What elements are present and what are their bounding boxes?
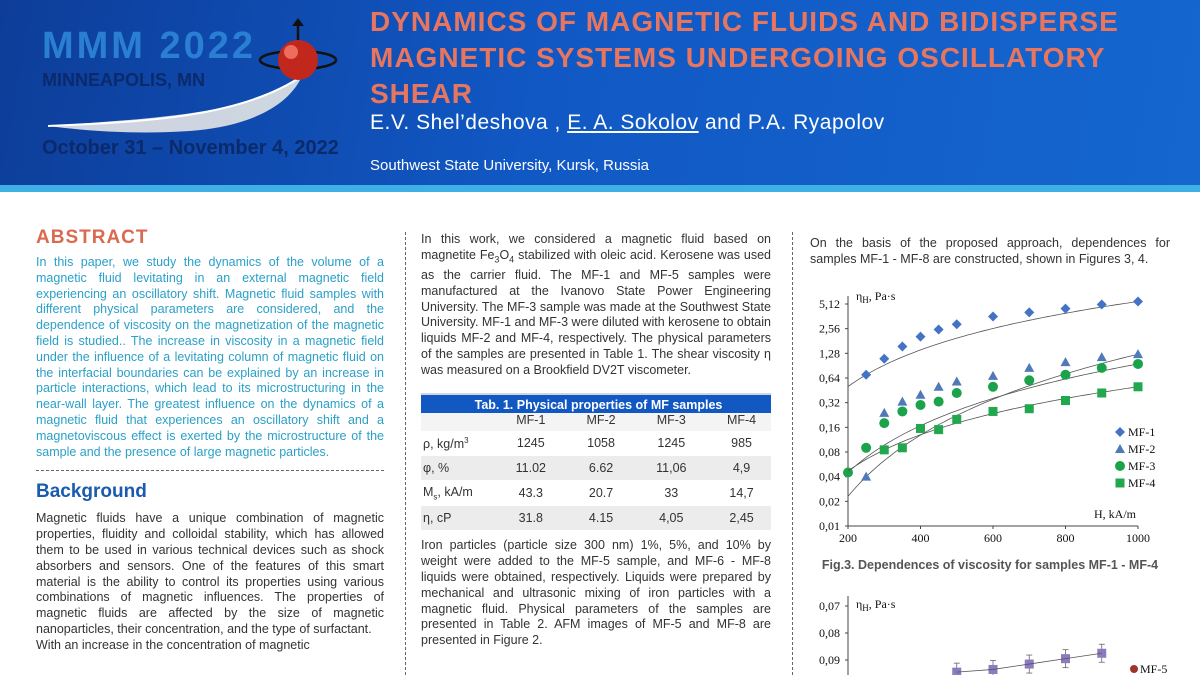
y-tick-label: 0,09 [819,653,840,667]
legend-label: MF-3 [1128,459,1156,473]
iron-particles-paragraph: Iron particles (particle size 300 nm) 1%, 5%, and 10% by weight were added to the MF-5 sample, and MF-6 - MF-8 liquids were obtained, respectively. Liquids were prepared by mechanical and ultrasonic mixing of iron particles with a magnetic fluid. Physical parameters of the samples are presented in Table 2. AFM images of MF-5 and MF-8 are presented in Figure 2. [421,538,771,648]
table-header: MF-2 [567,413,636,431]
data-point [989,407,998,416]
author-1: E.V. Shel’deshova , [370,111,561,134]
y-tick-label: 2,56 [819,321,840,336]
table-row [421,506,771,530]
data-point [1024,307,1034,317]
table-row [421,431,771,456]
table-header: MF-3 [635,413,707,431]
table-cell: 43.3 [518,486,543,501]
data-point [934,325,944,335]
data-point [861,370,871,380]
table-cell: 20.7 [588,486,614,501]
data-point [1025,404,1034,413]
table-cell: 14,7 [729,486,754,501]
y-tick-label: 0,16 [819,420,840,435]
poster-title: DYNAMICS OF MAGNETIC FLUIDS AND BIDISPERSE MAGNETIC SYSTEMS UNDERGOING OSCILLATORY SHEAR [370,6,1119,109]
data-point [916,332,926,342]
data-point [1061,357,1071,366]
row-label: η, cP [421,506,495,530]
legend-marker [1115,444,1125,453]
methods-paragraph: In this work, we considered a magnetic fluid based on magnetite $Fe_3O_4$ stabilized with oleic acid. Kerosene was used as the carrier fluid. The MF-1 and MF-5 samples were manufactured at the Ivanovo State Power Engineering University. The MF-3 sample was made at the Southwest State University. MF-1 and MF-3 were diluted with kerosene to obtain liquids MF-2 and MF-4, respectively. The physical parameters of the samples are presented in Table 1. The shear viscosity η was measured on a Brookfield DV2T viscometer. [421,232,771,377]
row-label: φ, % [421,456,495,480]
table-cell: 4.15 [567,506,636,530]
data-point [880,445,889,454]
data-point [861,443,871,453]
data-point [1133,349,1143,358]
data-point [1061,304,1071,314]
header-stripe [0,185,1200,192]
table-caption: Tab. 1. Physical properties of MF samples [421,393,771,413]
poster-header [0,0,1200,192]
row-label: ρ, $kg/m^3$ [423,435,469,451]
table-header: MF-1 [495,413,567,431]
legend-label: MF-5 [1140,662,1168,675]
conference-city: MINNEAPOLIS, MN [42,70,206,90]
data-point [1097,352,1107,361]
table-header-row [421,413,771,431]
legend-marker [1115,461,1125,471]
data-point [879,408,889,417]
legend-marker [1116,479,1125,488]
data-point [952,377,962,386]
column-left [36,210,384,675]
data-point [1133,296,1143,306]
figure-3-caption: Fig.3. Dependences of viscosity for samples MF-1 - MF-4 [821,558,1159,572]
data-point [952,415,961,424]
data-point [1134,382,1143,391]
data-point [1061,396,1070,405]
y-tick-label: 0,32 [819,395,840,410]
legend-label: MF-1 [1128,425,1156,439]
table-cell: 2,45 [707,506,771,530]
author-3: and P.A. Ryapolov [704,111,885,134]
y-tick-label: 5,12 [819,297,840,311]
data-point [988,312,998,322]
table-header: MF-4 [707,413,771,431]
x-tick-label: 1000 [1126,531,1150,545]
data-point [916,400,926,410]
y-tick-label: 1,28 [819,346,840,361]
x-tick-label: 400 [911,531,930,545]
table-cell: 11,06 [635,456,707,480]
background-heading: Background [36,481,147,503]
table-cell: 11.02 [495,456,567,480]
y-tick-label: 0,08 [819,445,840,459]
background-text: Magnetic fluids have a unique combination of magnetic properties, fluidity and colloidal stability, which has allowed them to be used in various technical devices such as shock absorbers and sensors. One of the features of this smart material is the ability to control its properties using various combinations of magnetic influences. The properties of magnetic fluids are affected by the size of magnetic nanoparticles, their concentration, and the type of surfactant. [36,511,384,636]
viscosity-chart-mf5 [808,592,1178,675]
data-point [952,319,962,329]
x-tick-label: 600 [984,531,1002,545]
table-row [421,456,771,480]
x-axis-label: H, kA/m [1094,507,1136,521]
column-divider [792,232,793,675]
conference-name: MMM 2022 [42,25,257,67]
table-cell: 33 [664,486,679,501]
y-tick-label: 0,07 [819,599,840,613]
table-cell: 4,9 [707,456,771,480]
data-point [916,424,925,433]
table-cell: 985 [731,436,752,451]
table-cell: 1245 [657,436,686,451]
abstract-heading: ABSTRACT [36,227,149,248]
data-point [934,425,943,434]
data-point [897,397,907,406]
data-point [1133,359,1143,369]
y-axis-label: $\eta_H$, Pa·s [856,289,896,305]
data-point [898,443,907,452]
viscosity-chart-mf1-mf4 [808,282,1178,554]
x-tick-label: 800 [1056,531,1075,545]
column-middle [421,210,771,675]
data-point [1061,370,1071,380]
data-point [934,382,944,391]
y-axis-label: $\eta_H$, Pa·s [856,597,896,613]
section-divider [36,470,384,471]
data-point [1097,388,1106,397]
data-point [916,390,926,399]
y-tick-label: 0,08 [819,626,840,640]
table-cell: 1245 [516,436,545,451]
data-point [1097,363,1107,373]
y-tick-label: 0,04 [819,469,840,484]
data-point [952,388,962,398]
y-tick-label: 0,64 [819,371,840,385]
data-point [897,342,907,352]
legend-marker [1115,427,1125,437]
data-point [1024,363,1034,372]
authors [370,111,885,135]
data-point [952,668,961,675]
table-cell: 4,05 [635,506,707,530]
affiliation: Southwest State University, Kursk, Russia [370,157,649,174]
y-tick-label: 0,02 [819,494,840,509]
row-label: $M_s$, kA/m [423,484,473,502]
trend-line [848,364,1138,473]
x-tick-label: 200 [839,531,857,545]
author-2-presenter: E. A. Sokolov [567,111,699,134]
legend-label: MF-4 [1128,476,1156,490]
abstract-text: In this paper, we study the dynamics of the volume of a magnetic fluid levitating in an external magnetic field experiencing an oscillatory shift. Magnetic fluid samples with different physical parameters are considered, and the dependence of viscosity on the magnetization of the magnetic field is studied.. The increase in viscosity in a magnetic field under the influence of a levitating column of magnetic fluid on the interfacial boundaries can be explained by an increase in particle interactions, which lead to its microstructuring in the near-wall layer. The greatest influence on the dynamics of a magnetic fluid that experiences an oscillatory shift and a magnetoviscous effect is exerted by the microstructure of the sample and the presence of large magnetic particles. [36,255,384,459]
table-cell: 31.8 [495,506,567,530]
table-row [421,480,771,507]
data-point [1097,299,1107,309]
background-text-continued: With an increase in the concentration of magnetic [36,637,310,652]
data-point [988,371,998,380]
table-cell: 6.62 [567,456,636,480]
data-point [988,382,998,392]
conference-dates: October 31 – November 4, 2022 [42,137,339,159]
results-intro: On the basis of the proposed approach, dependences for samples MF-1 - MF-8 are constructed, shown in Figures 3, 4. [810,236,1170,266]
data-point [934,397,944,407]
table-physical-properties [421,393,771,531]
data-point [897,406,907,416]
data-point [879,418,889,428]
legend-label: MF-2 [1128,442,1156,456]
column-divider [405,232,406,675]
legend-marker [1130,665,1138,673]
y-tick-label: 0,01 [819,519,840,533]
data-point [879,354,889,364]
table-cell: 1058 [587,436,615,451]
data-point [1024,375,1034,385]
